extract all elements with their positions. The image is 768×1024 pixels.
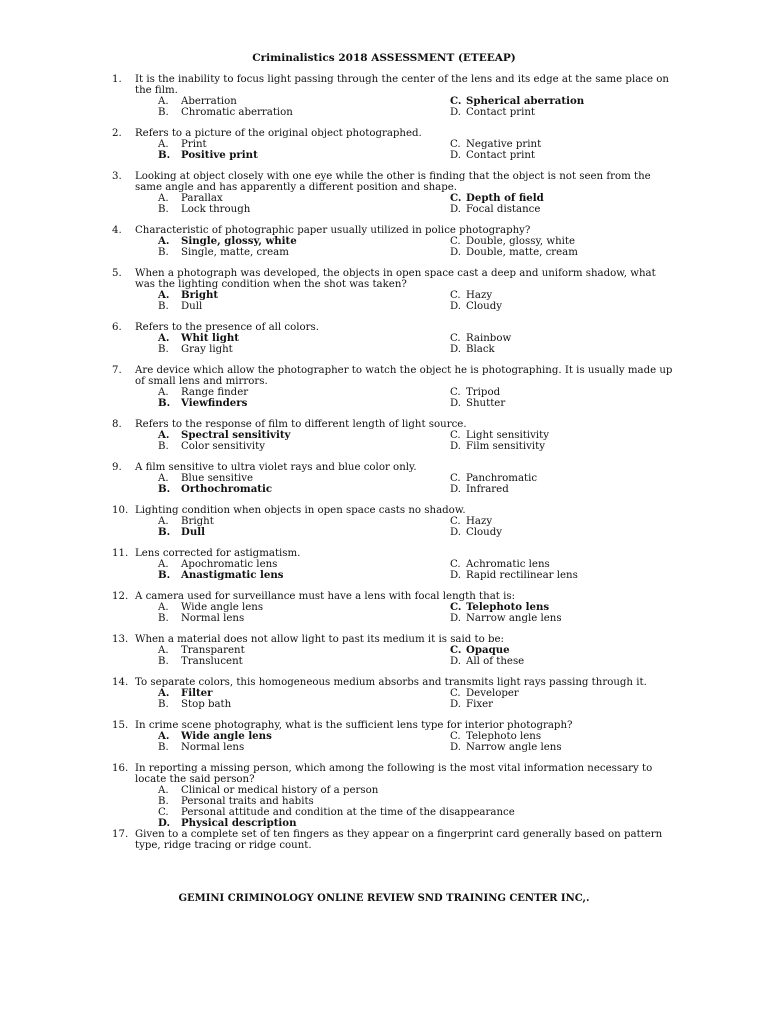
answer-option [158,742,450,753]
option-text: Hazy [466,516,493,527]
option-letter: B. [158,483,171,495]
option-text: Narrow angle lens [466,742,562,753]
question-text: A camera used for surveillance must have a lens with focal length that is: [135,591,516,602]
document-footer: GEMINI CRIMINOLOGY ONLINE REVIEW SND TRAINING CENTER INC,. [178,893,590,904]
answer-option [450,516,700,527]
option-text: Film sensitivity [466,441,546,452]
question-item [112,505,672,538]
answer-options [158,193,672,215]
option-letter: C. [450,644,462,656]
answer-option [158,96,450,107]
answer-option [450,247,700,258]
option-text: Bright [181,289,219,301]
question-number: 1. [112,74,122,85]
option-letter: C. [450,559,461,570]
answer-option [450,656,700,667]
answer-option [450,139,700,150]
option-letter: B. [158,569,171,581]
option-letter: D. [450,570,462,581]
answer-option [450,613,700,624]
answer-option [158,301,450,312]
answer-option [158,398,450,409]
option-letter: C. [450,333,461,344]
answer-option [450,688,700,699]
option-text: All of these [466,656,525,667]
question-item [112,365,672,409]
option-text: Personal traits and habits [181,796,314,807]
answer-option [158,570,450,581]
option-letter: B. [158,397,171,409]
answer-options [158,236,672,258]
option-text: Parallax [181,193,223,204]
answer-option [450,473,700,484]
answer-option [158,645,450,656]
option-text: Double, glossy, white [466,236,576,247]
question-item [112,634,672,667]
answer-option [158,818,672,829]
option-letter: D. [450,742,462,753]
answer-option [158,527,450,538]
option-text: Color sensitivity [181,441,265,452]
option-letter: D. [450,204,462,215]
option-letter: D. [450,107,462,118]
option-letter: B. [158,344,169,355]
option-letter: D. [450,613,462,624]
option-letter: B. [158,526,171,538]
question-number: 14. [112,677,129,688]
option-text: Telephoto lens [466,601,550,613]
option-text: Single, glossy, white [181,235,297,247]
answer-option [158,344,450,355]
option-letter: C. [450,139,461,150]
question-text: Looking at object closely with one eye while the other is finding that the object is not seen from the same angle and has apparently a different position and shape. [135,171,651,193]
question-text: To separate colors, this homogeneous medium absorbs and transmits light rays passing through it. [135,677,647,688]
option-letter: D. [450,301,462,312]
option-text: Positive print [181,149,258,161]
option-text: Stop bath [181,699,232,710]
question-text: When a photograph was developed, the objects in open space cast a deep and uniform shadow, what was the lighting condition when the shot was taken? [135,268,656,290]
answer-option [158,204,450,215]
question-number: 10. [112,505,129,516]
option-letter: C. [450,473,461,484]
question-text: Lens corrected for astigmatism. [135,548,301,559]
option-letter: B. [158,247,169,258]
option-letter: A. [158,730,170,742]
option-letter: A. [158,235,170,247]
option-letter: B. [158,742,169,753]
option-letter: D. [450,656,462,667]
answer-option [158,484,450,495]
option-text: Chromatic aberration [181,107,293,118]
option-letter: A. [158,387,169,398]
option-text: Clinical or medical history of a person [181,785,379,796]
question-item [112,829,672,851]
question-number: 11. [112,548,129,559]
question-text: Are device which allow the photographer to watch the object he is photographing. It is usually made up of small lens and mirrors. [135,365,673,387]
answer-option [450,204,700,215]
question-item [112,128,672,161]
question-number: 2. [112,128,122,139]
option-text: Contact print [466,107,535,118]
option-letter: A. [158,602,169,613]
option-text: Contact print [466,150,535,161]
option-letter: D. [450,484,462,495]
answer-options [158,602,672,624]
question-text: Given to a complete set of ten fingers as they appear on a fingerprint card generally based on pattern type, ridge tracing or ridge count. [135,829,663,851]
question-number: 5. [112,268,122,279]
answer-option [158,236,450,247]
option-letter: A. [158,687,170,699]
question-item [112,720,672,753]
question-item [112,74,672,118]
question-number: 17. [112,829,129,840]
option-letter: C. [450,601,462,613]
option-letter: A. [158,559,169,570]
option-text: Normal lens [181,613,245,624]
answer-option [450,441,700,452]
answer-option [450,570,700,581]
question-number: 7. [112,365,122,376]
option-letter: A. [158,429,170,441]
answer-option [450,150,700,161]
option-text: Depth of field [466,192,544,204]
option-text: Bright [181,516,214,527]
option-letter: C. [450,290,461,301]
answer-option [450,742,700,753]
question-text: It is the inability to focus light passing through the center of the lens and its edge at the same place on the film. [135,74,669,96]
question-text: In reporting a missing person, which among the following is the most vital information necessary to locate the said person? [135,763,653,785]
option-text: Telephoto lens [466,731,542,742]
answer-options [158,559,672,581]
option-letter: D. [450,247,462,258]
option-text: Dull [181,301,203,312]
option-text: Infrared [466,484,509,495]
question-text: Refers to the presence of all colors. [135,322,319,333]
option-text: Black [466,344,495,355]
question-text: Characteristic of photographic paper usually utilized in police photography? [135,225,531,236]
option-letter: D. [450,441,462,452]
question-item [112,763,672,829]
question-item [112,322,672,355]
answer-option [158,333,450,344]
option-text: Whit light [181,332,239,344]
question-text: Refers to the response of film to different length of light source. [135,419,467,430]
answer-option [158,613,450,624]
answer-option [158,699,450,710]
answer-option [450,527,700,538]
answer-option [450,193,700,204]
answer-option [450,387,700,398]
option-letter: D. [450,699,462,710]
option-text: Shutter [466,398,506,409]
answer-option [450,559,700,570]
option-letter: B. [158,204,169,215]
option-letter: A. [158,96,169,107]
question-list [112,74,672,861]
answer-options [158,731,672,753]
option-letter: D. [450,398,462,409]
option-letter: C. [450,236,461,247]
option-text: Gray light [181,344,233,355]
answer-option [450,731,700,742]
option-text: Hazy [466,290,493,301]
answer-options [158,290,672,312]
option-letter: A. [158,193,169,204]
option-letter: C. [450,430,461,441]
answer-options [158,688,672,710]
option-letter: C. [450,516,461,527]
question-item [112,591,672,624]
option-text: Translucent [181,656,243,667]
answer-options [158,473,672,495]
answer-options [158,139,672,161]
answer-option [450,107,700,118]
option-letter: C. [450,688,461,699]
option-letter: B. [158,796,169,807]
answer-option [450,430,700,441]
option-text: Range finder [181,387,249,398]
option-text: Tripod [466,387,501,398]
option-text: Physical description [181,817,297,829]
option-text: Anastigmatic lens [181,569,284,581]
option-text: Lock through [181,204,251,215]
question-text: A film sensitive to ultra violet rays and blue color only. [135,462,417,473]
answer-option [158,796,672,807]
option-text: Narrow angle lens [466,613,562,624]
answer-option [450,290,700,301]
option-letter: C. [450,731,461,742]
option-text: Aberration [181,96,237,107]
option-text: Opaque [466,644,510,656]
option-text: Light sensitivity [466,430,549,441]
option-letter: B. [158,441,169,452]
question-item [112,462,672,495]
question-item [112,548,672,581]
answer-option [450,344,700,355]
question-text: In crime scene photography, what is the sufficient lens type for interior photograph? [135,720,573,731]
answer-options [158,333,672,355]
option-letter: D. [450,344,462,355]
answer-options [158,96,672,118]
question-text: When a material does not allow light to past its medium it is said to be: [135,634,504,645]
option-letter: C. [158,807,169,818]
answer-option [450,96,700,107]
document-title: Criminalistics 2018 ASSESSMENT (ETEEAP) [252,52,516,64]
option-text: Panchromatic [466,473,538,484]
question-item [112,225,672,258]
question-number: 12. [112,591,129,602]
option-text: Developer [466,688,519,699]
answer-options [158,645,672,667]
answer-option [450,699,700,710]
answer-option [158,656,450,667]
answer-option [158,193,450,204]
answer-option [450,645,700,656]
option-text: Cloudy [466,301,503,312]
question-item [112,171,672,215]
option-letter: D. [450,150,462,161]
answer-option [158,247,450,258]
answer-option [158,290,450,301]
option-text: Orthochromatic [181,483,273,495]
option-text: Rainbow [466,333,512,344]
question-number: 15. [112,720,129,731]
option-text: Spectral sensitivity [181,429,291,441]
option-text: Blue sensitive [181,473,254,484]
option-letter: A. [158,645,169,656]
option-text: Double, matte, cream [466,247,578,258]
option-text: Filter [181,687,213,699]
question-text: Lighting condition when objects in open space casts no shadow. [135,505,466,516]
question-number: 8. [112,419,122,430]
option-text: Transparent [181,645,245,656]
question-item [112,419,672,452]
answer-options [158,387,672,409]
answer-options [158,516,672,538]
option-letter: B. [158,149,171,161]
option-letter: A. [158,516,169,527]
answer-option [450,333,700,344]
option-text: Negative print [466,139,542,150]
option-text: Apochromatic lens [181,559,278,570]
option-text: Wide angle lens [181,730,272,742]
question-text: Refers to a picture of the original object photographed. [135,128,422,139]
option-text: Cloudy [466,527,503,538]
option-letter: D. [158,817,171,829]
option-letter: C. [450,192,462,204]
option-letter: A. [158,289,170,301]
answer-option [450,236,700,247]
option-text: Print [181,139,207,150]
answer-option [158,731,450,742]
option-letter: B. [158,107,169,118]
question-number: 3. [112,171,122,182]
answer-option [158,785,672,796]
option-text: Normal lens [181,742,245,753]
option-letter: A. [158,785,169,796]
option-text: Dull [181,526,205,538]
option-letter: A. [158,139,169,150]
answer-option [450,602,700,613]
answer-option [158,441,450,452]
question-number: 16. [112,763,129,774]
option-letter: A. [158,332,170,344]
option-letter: B. [158,699,169,710]
answer-options [158,785,672,829]
option-text: Focal distance [466,204,541,215]
question-number: 4. [112,225,122,236]
option-letter: C. [450,387,461,398]
option-letter: B. [158,301,169,312]
option-letter: B. [158,656,169,667]
option-text: Achromatic lens [466,559,550,570]
answer-option [158,107,450,118]
option-letter: A. [158,473,169,484]
option-text: Viewfinders [181,397,248,409]
question-number: 6. [112,322,122,333]
option-text: Wide angle lens [181,602,264,613]
answer-options [158,430,672,452]
answer-option [158,150,450,161]
question-item [112,677,672,710]
answer-option [450,301,700,312]
question-number: 13. [112,634,129,645]
question-number: 9. [112,462,122,473]
answer-option [158,602,450,613]
option-letter: C. [450,95,462,107]
option-text: Single, matte, cream [181,247,289,258]
option-text: Rapid rectilinear lens [466,570,578,581]
answer-option [158,430,450,441]
option-text: Fixer [466,699,493,710]
option-text: Personal attitude and condition at the time of the disappearance [181,807,515,818]
answer-option [158,688,450,699]
option-letter: B. [158,613,169,624]
answer-option [450,484,700,495]
option-text: Spherical aberration [466,95,585,107]
option-letter: D. [450,527,462,538]
question-item [112,268,672,312]
answer-option [450,398,700,409]
